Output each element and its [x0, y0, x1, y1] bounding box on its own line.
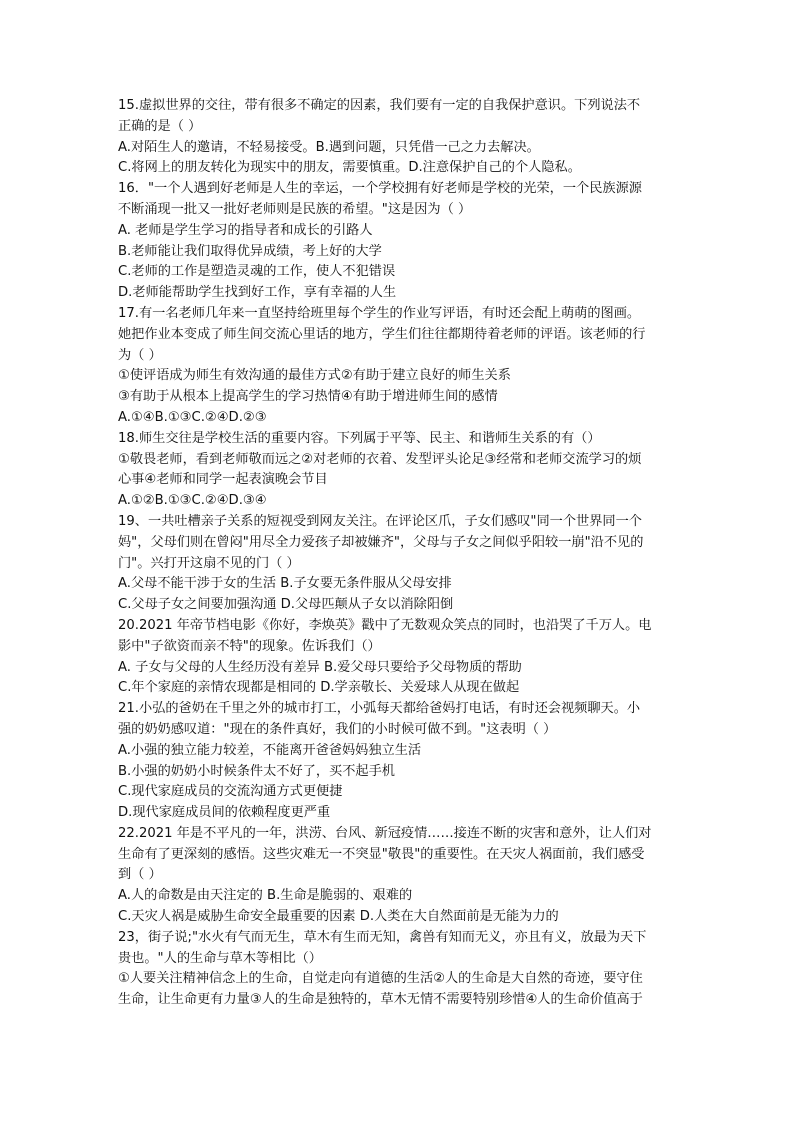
text-line: 贵也。"人的生命与草木等相比（）: [118, 950, 322, 966]
text-line: 21.小弘的爸奶在千里之外的城市打工，小弧每天都给爸妈打电话，有时还会视频聊天。小: [118, 701, 641, 717]
text-line: A. 老师是学生学习的指导者和成长的引路人: [118, 222, 373, 238]
text-line: A.人的命数是由天注定的 B.生命是脆弱的、艰难的: [118, 888, 413, 904]
exam-page: [118, 96, 680, 1011]
text-line: ③有助于从根本上提高学生的学习热情④有助于增进师生间的感情: [118, 389, 498, 405]
text-line: 强的奶奶感叹道："现在的条件真好，我们的小时候可做不到。"这表明（ ）: [118, 721, 557, 737]
text-line: A.①②B.①③C.②④D.③④: [118, 493, 267, 509]
text-line: ①人要关注精神信念上的生命，自觉走向有道德的生活②人的生命是大自然的奇迹，要守住: [118, 971, 643, 987]
text-line: 18.师生交往是学校生活的重要内容。下列属于平等、民主、和谐师生关系的有（）: [118, 430, 601, 446]
text-line: C.将网上的朋友转化为现实中的朋友，需要慎重。D.注意保护自己的个人隐私。: [118, 160, 581, 176]
text-line: A.父母不能干涉于女的生活 B.子女要无条件服从父母安排: [118, 576, 452, 592]
text-line: C.年个家庭的亲情农现都是相同的 D.学亲敬长、关爱球人从现在做起: [118, 680, 520, 696]
text-line: 20.2021 年帝节档电影《你好，李焕英》戳中了无数观众笑点的同时，也沿哭了千万人。电: [118, 617, 652, 633]
text-line: 22.2021 年是不平凡的一年，洪涝、台风、新冠疫情……接连不断的灾害和意外，让人们对: [118, 825, 652, 841]
text-line: C.老师的工作是塑造灵魂的工作，使人不犯错误: [118, 264, 396, 280]
text-line: 影中"子欲资而亲不特"的现象。佐诉我们（）: [118, 638, 381, 654]
text-line: A. 子女与父母的人生经历没有差异 B.爱父母只要给予父母物质的帮助: [118, 659, 522, 675]
text-line: 她把作业本变成了师生间交流心里话的地方，学生们往往都期待着老师的评语。该老师的行: [118, 326, 646, 342]
text-line: ①使评语成为师生有效沟通的最佳方式②有助于建立良好的师生关系: [118, 368, 511, 384]
text-line: 19、一共吐槽亲子关系的短视受到网友关注。在评论区爪，子女们感叹"同一个世界同一个: [118, 513, 642, 529]
text-line: 不断涌现一批又一批好老师则是民族的希望。"这是因为（ ）: [118, 201, 472, 217]
text-line: 17.有一名老师几年来一直坚持给班里每个学生的作业写评语，有时还会配上萌萌的图画。: [118, 305, 641, 321]
text-line: 到（ ）: [118, 867, 162, 883]
text-line: A.①④B.①③C.②④D.②③: [118, 409, 267, 425]
text-line: 23，街子说;"水火有气而无生，草木有生而无知，禽兽有知而无义，亦且有义，放最为天下: [118, 929, 647, 945]
text-line: C.父母子女之间要加强沟通 D.父母匹颠从子女以消除阳倒: [118, 597, 454, 613]
text-line: D.老师能帮助学生找到好工作，享有幸福的人生: [118, 285, 397, 301]
text-line: B.老师能让我们取得优异成绩，考上好的大学: [118, 243, 382, 259]
text-line: 15.虚拟世界的交往，带有很多不确定的因素，我们要有一定的自我保护意识。下列说法不: [118, 98, 641, 113]
text-line: 正确的是（ ）: [118, 118, 202, 134]
text-line: 生命，让生命更有力量③人的生命是独特的，草木无情不需要特别珍惜④人的生命价值高于: [118, 992, 643, 1008]
text-line: C.天灾人祸是威胁生命安全最重要的因素 D.人类在大自然面前是无能为力的: [118, 909, 559, 925]
text-line: 心事④老师和同学一起表演晚会节目: [118, 472, 328, 488]
text-line: C.现代家庭成员的交流沟通方式更便捷: [118, 784, 343, 800]
text-line: 妈"，父母们则在曾闷"用尽全力爱孩子却被嫌齐"，父母与子女之间似乎阳较一崩"沿不见的: [118, 534, 644, 550]
text-line: B.小强的奶奶小时候条件太不好了，买不起手机: [118, 763, 395, 779]
text-line: A.小强的独立能力较差，不能离开爸爸妈妈独立生活: [118, 742, 422, 758]
text-line: 16．"一个人遇到好老师是人生的幸运，一个学校拥有好老师是学校的光荣，一个民族源源: [118, 181, 642, 197]
text-line: 门"。兴打开这扇不见的门（ ）: [118, 555, 300, 571]
text-line: 生命有了更深刻的感悟。这些灾难无一不突显"敬畏"的重要性。在天灾人祸面前，我们感受: [118, 846, 645, 862]
text-line: ①敬畏老师，看到老师敬而远之②对老师的衣着、发型评头论足③经常和老师交流学习的烦: [118, 451, 642, 467]
text-line: A.对陌生人的邀请，不轻易接受。B.遇到问题，只凭借一己之力去解决。: [118, 139, 540, 155]
text-line: D.现代家庭成员间的依赖程度更严重: [118, 805, 331, 821]
text-line: 为（ ）: [118, 347, 162, 363]
